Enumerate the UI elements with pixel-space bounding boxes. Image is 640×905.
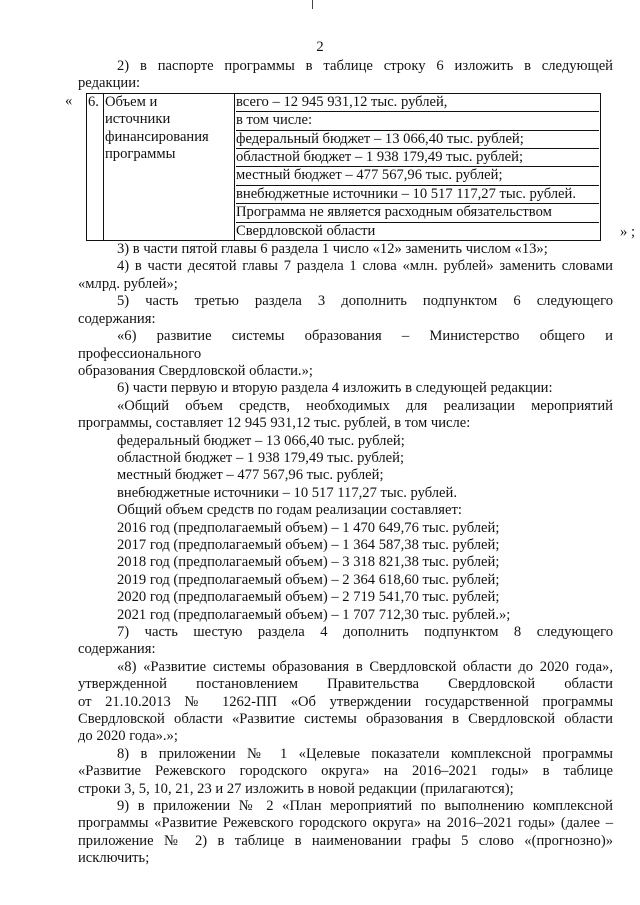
name-line: программы (105, 146, 176, 163)
item-9-line2: программы «Развитие Режевского городского округа» на 2016–2021 годы» (далее – (78, 815, 613, 832)
table-cell-name (104, 93, 235, 240)
item-9-line4: исключить; (78, 850, 150, 867)
budget-regional: областной бюджет – 1 938 179,49 тыс. рублей; (117, 449, 405, 466)
item-4-line1: 4) в части десятой главы 7 раздела 1 слова «млн. рублей» заменить словами (117, 258, 613, 275)
item-4-line2: «млрд. рублей»; (78, 275, 178, 292)
value-line: федеральный бюджет – 13 066,40 тыс. рублей; (236, 131, 599, 149)
quote-total-line2: программы, составляет 12 945 931,12 тыс. рублей, в том числе: (78, 415, 471, 432)
name-line: Объем и (105, 93, 158, 110)
name-line: источники (105, 111, 171, 128)
document-body (65, 58, 635, 868)
table-row (87, 93, 601, 240)
table-close-quote: » ; (620, 223, 635, 240)
value-line: всего – 12 945 931,12 тыс. рублей, (236, 94, 599, 112)
passport-table (86, 93, 601, 241)
item-8-line2: «Развитие Режевского городского округа» на 2016–2021 годы» в таблице (78, 763, 613, 780)
item-9-line1: 9) в приложении № 2 «План мероприятий по выполнению комплексной (117, 798, 613, 815)
year-2019: 2019 год (предполагаемый объем) – 2 364 618,60 тыс. рублей; (117, 571, 500, 588)
value-line: Программа не является расходным обязательством (236, 204, 599, 222)
quote-total-line1: «Общий объем средств, необходимых для реализации мероприятий (117, 397, 613, 414)
budget-local: местный бюджет – 477 567,96 тыс. рублей; (117, 467, 384, 484)
item-8-line3: строки 3, 5, 10, 21, 23 и 27 изложить в новой редакции (прилагаются); (78, 780, 514, 797)
item-5-line1: 5) часть третью раздела 3 дополнить подпунктом 6 следующего (117, 293, 613, 310)
subitem-8-line3: от 21.10.2013 № 1262-ПП «Об утверждении государственной программы (78, 693, 613, 710)
subitem-6-line1: «6) развитие системы образования – Министерство общего и профессионального (78, 328, 613, 362)
item-2-line2: редакции: (78, 75, 141, 92)
value-line: Свердловской области (236, 222, 376, 239)
budget-federal: федеральный бюджет – 13 066,40 тыс. рублей; (117, 432, 405, 449)
item-9-line3: приложение № 2) в таблице в наименовании графы 5 слово «(прогнозно)» (78, 832, 613, 849)
value-line: областной бюджет – 1 938 179,49 тыс. рублей; (236, 149, 599, 167)
subitem-8-line2: утвержденной постановлением Правительства Свердловской области (78, 676, 613, 693)
subitem-8-line5: до 2020 года».»; (78, 728, 178, 745)
name-line: финансирования (105, 128, 209, 145)
item-6: 6) части первую и вторую раздела 4 изложить в следующей редакции: (117, 380, 553, 397)
value-line: местный бюджет – 477 567,96 тыс. рублей; (236, 167, 599, 185)
item-3: 3) в части пятой главы 6 раздела 1 число «12» заменить числом «13»; (117, 241, 548, 258)
passport-table-wrap (65, 92, 635, 241)
year-2018: 2018 год (предполагаемый объем) – 3 318 821,38 тыс. рублей; (117, 554, 500, 571)
table-cell-value (235, 93, 601, 240)
subitem-8-line1: «8) «Развитие системы образования в Свердловской области до 2020 года», (117, 658, 613, 675)
table-open-quote: « (65, 92, 73, 109)
year-2020: 2020 год (предполагаемый объем) – 2 719 541,70 тыс. рублей; (117, 589, 500, 606)
value-line: в том числе: (236, 112, 599, 130)
item-5-line2: содержания: (78, 310, 156, 327)
item-8-line1: 8) в приложении № 1 «Целевые показатели комплексной программы (117, 745, 613, 762)
item-2-line1: 2) в паспорте программы в таблице строку 6 изложить в следующей (117, 58, 613, 74)
value-line: внебюджетные источники – 10 517 117,27 тыс. рублей. (236, 186, 599, 204)
item-7-line2: содержания: (78, 641, 156, 658)
budget-extra: внебюджетные источники – 10 517 117,27 тыс. рублей. (117, 484, 457, 501)
subitem-8-line4: Свердловской области «Развитие системы образования в Свердловской области (78, 711, 613, 728)
year-2016: 2016 год (предполагаемый объем) – 1 470 649,76 тыс. рублей; (117, 519, 500, 536)
year-2021: 2021 год (предполагаемый объем) – 1 707 712,30 тыс. рублей.»; (117, 606, 511, 623)
page-number: 2 (316, 39, 324, 55)
subitem-6-line2: образования Свердловской области.»; (78, 362, 313, 379)
scan-artifact (312, 0, 313, 9)
table-cell-num: 6. (87, 93, 104, 240)
item-7-line1: 7) часть шестую раздела 4 дополнить подпунктом 8 следующего (117, 624, 613, 640)
year-2017: 2017 год (предполагаемый объем) – 1 364 587,38 тыс. рублей; (117, 536, 500, 553)
years-heading: Общий объем средств по годам реализации составляет: (117, 502, 462, 519)
